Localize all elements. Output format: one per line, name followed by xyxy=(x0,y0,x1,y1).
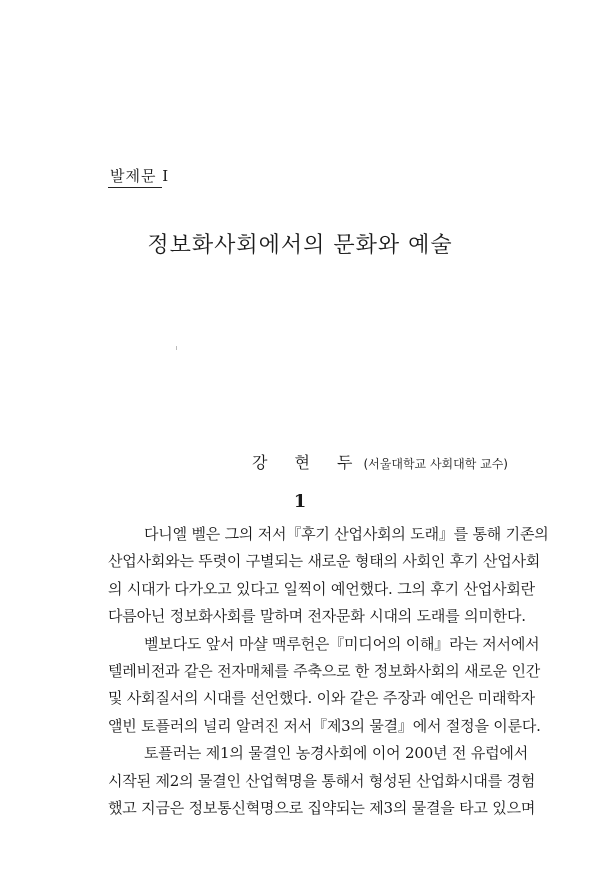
page-title: 정보화사회에서의 문화와 예술 xyxy=(147,233,453,258)
text-line: 벨보다도 앞서 마샬 맥루헌은『미디어의 이해』라는 저서에서 xyxy=(144,634,540,653)
scan-speck xyxy=(176,346,177,350)
section-label-underline xyxy=(108,187,162,188)
section-number: 1 xyxy=(293,491,307,512)
text-line: 다름아닌 정보화사회를 말하며 전자문화 시대의 도래를 의미한다. xyxy=(108,607,526,626)
text-line: 했고 지금은 정보통신혁명으로 집약되는 제3의 물결을 타고 있으며 xyxy=(108,798,536,817)
section-label: 발제문 Ⅰ xyxy=(110,167,170,185)
author-affiliation: (서울대학교 사회대학 교수) xyxy=(363,457,508,471)
text-line: 다니엘 벨은 그의 저서『후기 산업사회의 도래』를 통해 기존의 xyxy=(144,525,549,543)
text-line: 및 사회질서의 시대를 선언했다. 이와 같은 주장과 예언은 미래학자 xyxy=(108,689,535,708)
text-line: 앨빈 토플러의 널리 알려진 저서『제3의 물결』에서 절정을 이룬다. xyxy=(108,716,541,735)
text-line: 텔레비전과 같은 전자매체를 주축으로 한 정보화사회의 새로운 인간 xyxy=(108,661,541,680)
text-line: 산업사회와는 뚜렷이 구별되는 새로운 형태의 사회인 후기 산업사회 xyxy=(108,552,541,571)
author-line xyxy=(252,450,508,473)
text-line: 토플러는 제1의 물결인 농경사회에 이어 200년 전 유럽에서 xyxy=(144,744,528,763)
author-name: 강 현 두 xyxy=(251,453,364,472)
body-text xyxy=(108,521,549,822)
text-line: 의 시대가 다가오고 있다고 일찍이 예언했다. 그의 후기 산업사회란 xyxy=(108,579,535,598)
text-line: 시작된 제2의 물결인 산업혁명을 통해서 형성된 산업화시대를 경험 xyxy=(108,771,536,790)
